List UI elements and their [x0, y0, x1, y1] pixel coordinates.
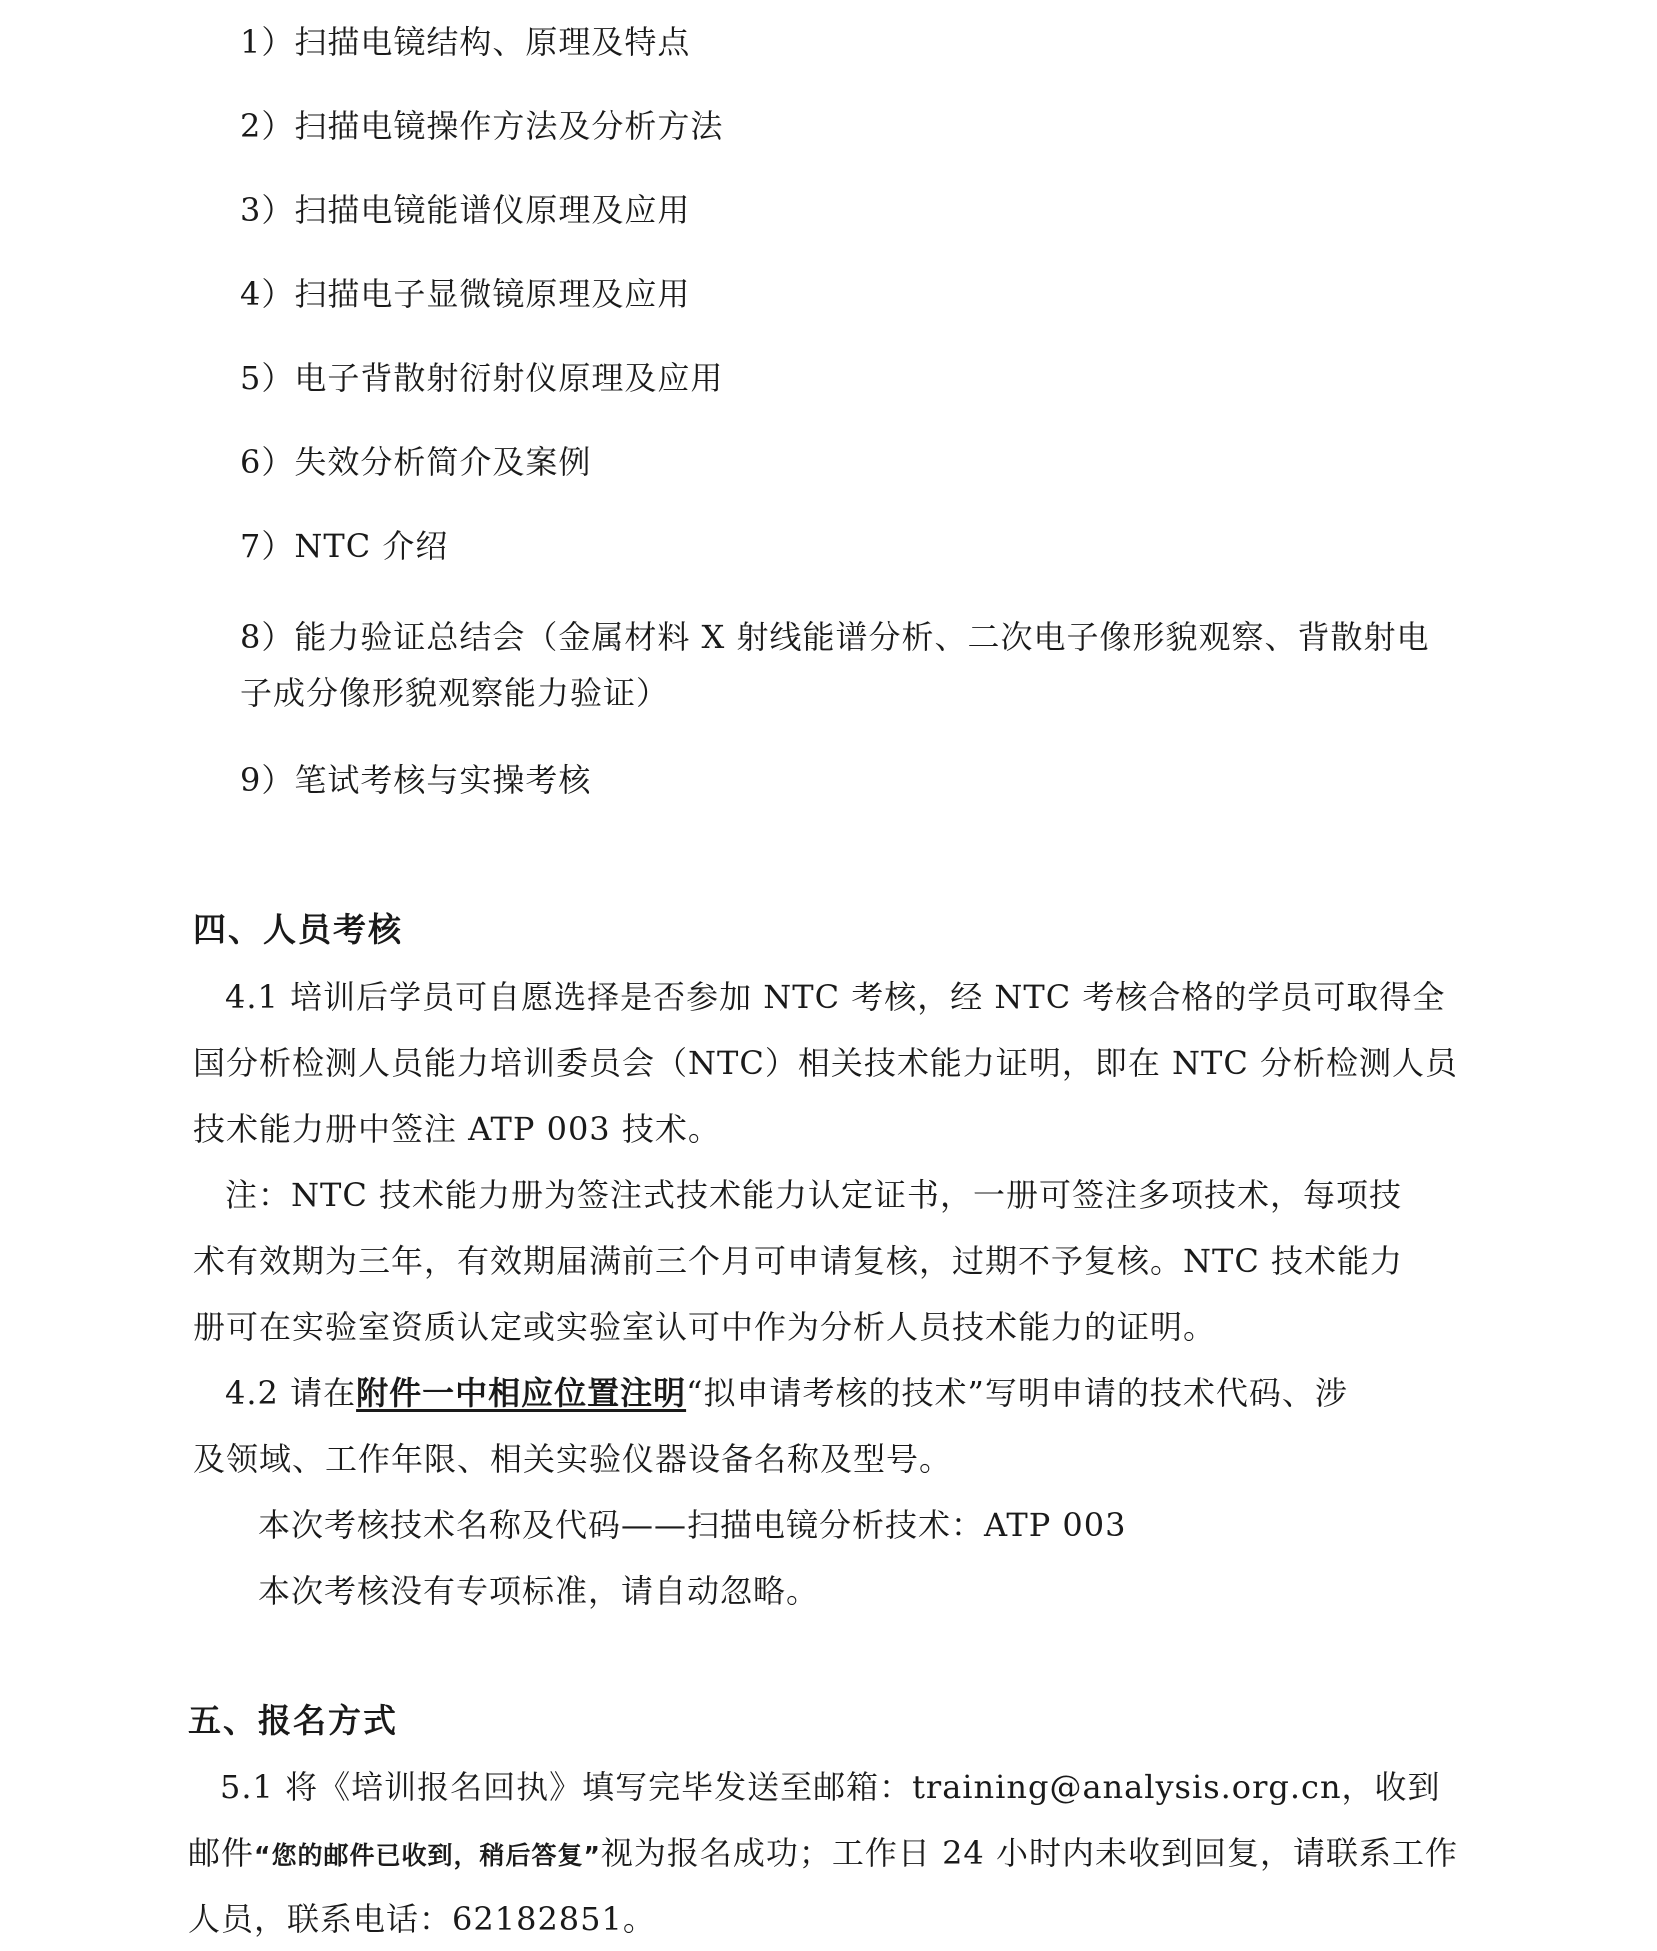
- auto-reply-quote: “您的邮件已收到，稍后答复”: [254, 1841, 601, 1870]
- paragraph-4-2-line-2: 及领域、工作年限、相关实验仪器设备名称及型号。: [193, 1440, 953, 1478]
- paragraph-5-1-line-3: 人员，联系电话：62182851。: [188, 1900, 656, 1938]
- course-item-8-continued: 子成分像形貌观察能力验证）: [240, 674, 670, 712]
- note-line-1: 注：NTC 技术能力册为签注式技术能力认定证书，一册可签注多项技术，每项技: [225, 1176, 1403, 1214]
- paragraph-4-2-line-1: [225, 1373, 1348, 1413]
- course-item-1: 1）扫描电镜结构、原理及特点: [240, 23, 691, 61]
- course-item-4: 4）扫描电子显微镜原理及应用: [240, 275, 691, 313]
- section-5-heading: 五、报名方式: [188, 1701, 398, 1740]
- attachment-emphasis: 附件一中相应位置注明: [356, 1374, 687, 1412]
- paragraph-5-1-suffix: 视为报名成功；工作日 24 小时内未收到回复，请联系工作: [600, 1834, 1458, 1872]
- no-standard-line: 本次考核没有专项标准，请自动忽略。: [258, 1572, 820, 1610]
- paragraph-5-1-line-2: [188, 1833, 1458, 1876]
- course-item-7: 7）NTC 介绍: [240, 527, 449, 565]
- paragraph-5-1-prefix: 邮件: [188, 1834, 255, 1872]
- paragraph-4-1-line-1: 4.1 培训后学员可自愿选择是否参加 NTC 考核，经 NTC 考核合格的学员可取得全: [225, 978, 1446, 1016]
- course-item-5: 5）电子背散射衍射仪原理及应用: [240, 359, 724, 397]
- note-line-3: 册可在实验室资质认定或实验室认可中作为分析人员技术能力的证明。: [193, 1308, 1217, 1346]
- course-item-2: 2）扫描电镜操作方法及分析方法: [240, 107, 724, 145]
- paragraph-4-1-line-2: 国分析检测人员能力培训委员会（NTC）相关技术能力证明，即在 NTC 分析检测人员: [193, 1044, 1459, 1082]
- paragraph-4-2-suffix: “拟申请考核的技术”写明申请的技术代码、涉: [686, 1374, 1348, 1412]
- paragraph-4-1-line-3: 技术能力册中签注 ATP 003 技术。: [193, 1110, 721, 1148]
- course-item-3: 3）扫描电镜能谱仪原理及应用: [240, 191, 691, 229]
- note-line-2: 术有效期为三年，有效期届满前三个月可申请复核，过期不予复核。NTC 技术能力: [193, 1242, 1404, 1280]
- course-item-9: 9）笔试考核与实操考核: [240, 761, 592, 799]
- paragraph-5-1-line-1: 5.1 将《培训报名回执》填写完毕发送至邮箱：training@analysis.org.cn，收到: [220, 1768, 1441, 1806]
- paragraph-4-2-prefix: 4.2 请在: [225, 1374, 357, 1412]
- course-item-8: 8）能力验证总结会（金属材料 X 射线能谱分析、二次电子像形貌观察、背散射电: [240, 618, 1430, 656]
- tech-code-line: 本次考核技术名称及代码——扫描电镜分析技术：ATP 003: [258, 1506, 1127, 1544]
- course-item-6: 6）失效分析简介及案例: [240, 443, 592, 481]
- section-4-heading: 四、人员考核: [193, 910, 403, 949]
